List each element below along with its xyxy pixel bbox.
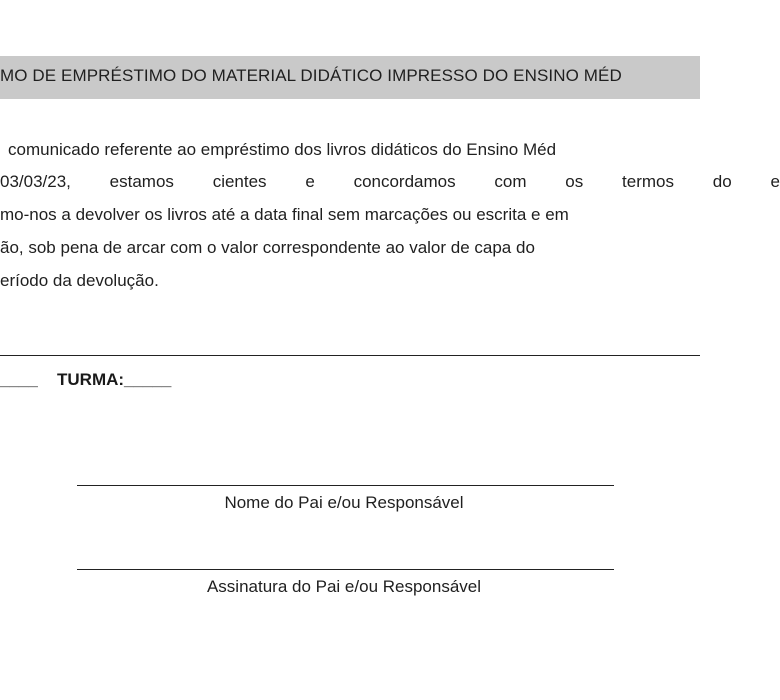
student-name-line (0, 355, 700, 356)
paragraph-line-3: mo-nos a devolver os livros até a data final sem marcações ou escrita e em (0, 205, 569, 224)
paragraph-word: estamos (109, 172, 174, 191)
paragraph-line-5: eríodo da devolução. (0, 271, 159, 290)
paragraph-word: e (770, 172, 780, 191)
paragraph-word: e (305, 172, 315, 191)
title-bar (0, 56, 700, 99)
paragraph-line-4: ão, sob pena de arcar com o valor correspondente ao valor de capa do (0, 238, 535, 257)
turma-field-label: TURMA:_____ (57, 370, 172, 389)
paragraph-word: concordamos (353, 172, 456, 191)
paragraph-word: 03/03/23, (0, 172, 71, 191)
paragraph-word: cientes (212, 172, 267, 191)
paragraph-word: os (565, 172, 584, 191)
paragraph-line-2 (0, 172, 780, 192)
parent-name-caption: Nome do Pai e/ou Responsável (224, 493, 464, 512)
parent-name-line (77, 485, 614, 486)
paragraph-line-1: comunicado referente ao empréstimo dos livros didáticos do Ensino Méd (8, 140, 557, 159)
parent-signature-line (77, 569, 614, 570)
paragraph-word: termos (622, 172, 674, 191)
parent-signature-caption: Assinatura do Pai e/ou Responsável (206, 577, 482, 596)
paragraph-word: com (494, 172, 527, 191)
paragraph-word: do (712, 172, 732, 191)
document-title: MO DE EMPRÉSTIMO DO MATERIAL DIDÁTICO IMPRESSO DO ENSINO MÉD (0, 66, 622, 85)
student-field-blank: ____ (0, 370, 38, 389)
